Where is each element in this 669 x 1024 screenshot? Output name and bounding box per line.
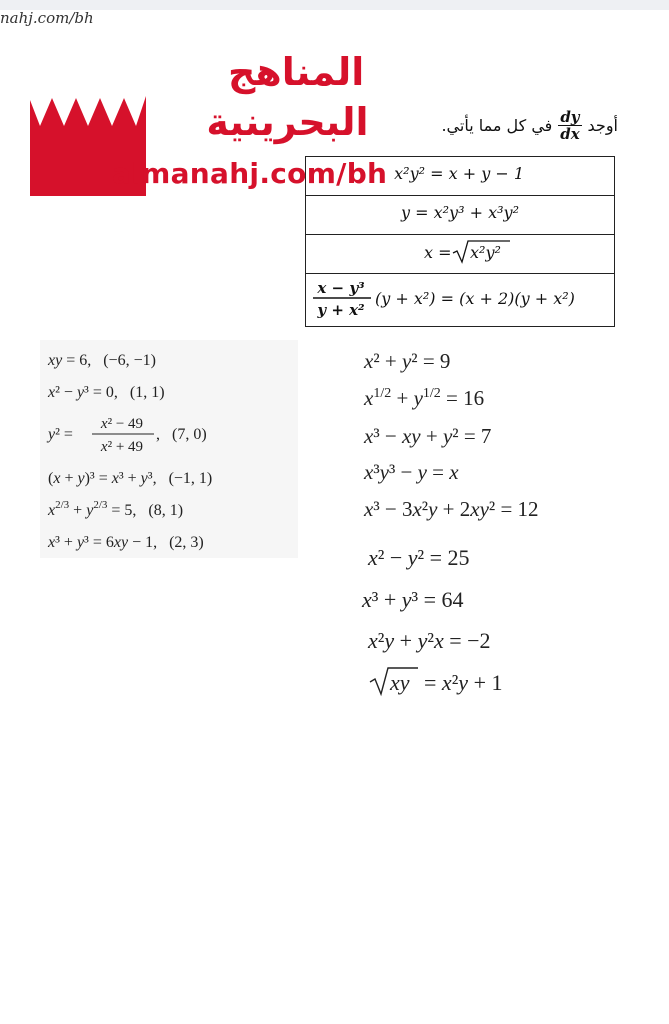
svg-text:(x + y)³ = x³ + y³, (−1, 1): (x + y)³ = x³ + y³, (−1, 1) [48, 470, 213, 487]
left-item-6 [46, 528, 286, 554]
svg-text:x² + 49: x² + 49 [100, 439, 144, 455]
right-item-3 [362, 418, 602, 452]
right-item-4 [362, 454, 602, 488]
svg-text:x³ + y³ = 64: x³ + y³ = 64 [362, 587, 464, 612]
svg-text:x³ − 3x²y + 2xy² = 12: x³ − 3x²y + 2xy² = 12 [364, 497, 539, 521]
svg-text:x =: x = [424, 243, 452, 262]
svg-text:x³ − xy + y² = 7: x³ − xy + y² = 7 [364, 424, 492, 448]
derivative-fraction [558, 109, 581, 142]
derivative-numerator: dy [560, 107, 580, 126]
url-fragment: nahj.com/bh [0, 9, 94, 27]
right-item-7 [360, 581, 580, 617]
svg-text:x³y³ − y = x: x³y³ − y = x [364, 460, 459, 484]
svg-text:x² − y³ = 0, (1, 1): x² − y³ = 0, (1, 1) [48, 384, 165, 401]
svg-text:= x²y + 1: = x²y + 1 [424, 670, 503, 695]
equation-4 [307, 274, 613, 322]
logo-arabic-line1: المناهج [228, 50, 365, 94]
svg-text:, (7, 0): , (7, 0) [156, 426, 207, 443]
svg-text:y² =: y² = [48, 426, 73, 443]
svg-text:x²y²: x²y² [470, 243, 501, 262]
right-item-8 [366, 622, 596, 658]
left-item-2 [46, 378, 286, 404]
right-item-5 [362, 491, 652, 525]
svg-text:x² − 49: x² − 49 [100, 416, 144, 432]
svg-text:y = x²y³ + x³y²: y = x²y³ + x³y² [401, 203, 519, 222]
svg-text:y + x²: y + x² [317, 301, 365, 319]
derivative-denominator: dx [560, 124, 580, 143]
equation-2 [310, 196, 610, 230]
svg-text:x³ + y³ = 6xy − 1, (2, 3): x³ + y³ = 6xy − 1, (2, 3) [48, 534, 204, 551]
svg-text:x2/3 + y2/3 = 5, (8, 1): $x^{2/3} + y^{2/3} = 5$, (8, 1) [48, 499, 184, 519]
browser-top-strip [0, 0, 669, 10]
svg-text:x − y³: x − y³ [317, 279, 365, 297]
svg-text:xy = 6, (−6, −1): xy = 6, (−6, −1) [48, 352, 156, 369]
left-item-3 [46, 410, 286, 458]
svg-text:x1/2 + y1/2 = 16: $x^{1/2} + y^{1/2} = 16$ [364, 386, 485, 410]
table-row-2 [306, 196, 615, 235]
equation-3 [310, 235, 610, 269]
left-item-4 [46, 464, 296, 490]
svg-text:x² − y² = 25: x² − y² = 25 [368, 545, 470, 570]
question-text-end: في كل مما يأتي. [441, 115, 553, 135]
right-item-2 [362, 380, 602, 414]
table-row-3 [306, 235, 615, 274]
right-item-1 [362, 344, 582, 376]
table-row-4 [306, 274, 615, 327]
svg-text:x² + y² = 9: x² + y² = 9 [364, 349, 451, 373]
logo-arabic-line2: البحرينية [206, 100, 369, 144]
svg-text:(y + x²) = (x + 2)(y + x²): (y + x²) = (x + 2)(y + x²) [375, 289, 575, 308]
svg-text:x²y² = x + y − 1: x²y² = x + y − 1 [394, 164, 524, 183]
svg-text:xy: xy [390, 670, 410, 695]
question-text-start: أوجد [587, 115, 618, 135]
svg-text:x²y + y²x = −2: x²y + y²x = −2 [368, 628, 491, 653]
left-item-1 [46, 346, 286, 372]
question-prompt [402, 102, 618, 148]
logo-url: almanahj.com/bh [112, 157, 388, 190]
right-item-9 [366, 662, 596, 700]
right-item-6 [366, 539, 586, 575]
left-item-5 [46, 496, 286, 522]
